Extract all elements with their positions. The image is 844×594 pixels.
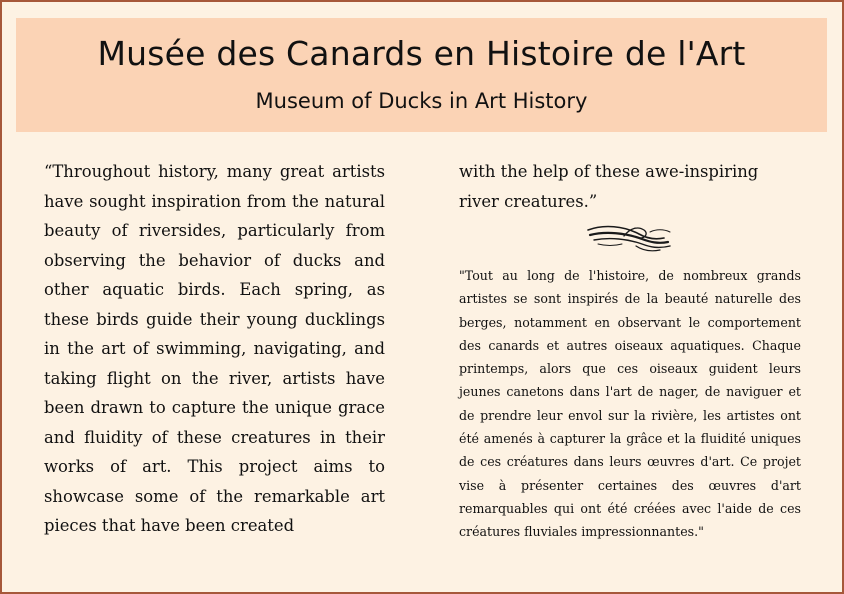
page-title: Musée des Canards en Histoire de l'Art	[97, 34, 746, 73]
english-text-column-2: with the help of these awe-inspiring river creatures.”	[459, 162, 759, 211]
header-banner	[16, 18, 827, 132]
swash-divider-icon	[584, 220, 674, 256]
french-text-block: "Tout au long de l'histoire, de nombreux grands artistes se sont inspirés de la beauté naturelle des berges, notamment en observant le comportement des canards et autres oiseaux aquatiques. Chaque printemps, alors que ces oiseaux guident leurs jeunes canetons dans l'art de nager, de naviguer et de prendre leur envol sur la rivière, les artistes ont été amenés à capturer la grâce et la fluidité uniques de ces créatures dans leurs œuvres d'art. Ce projet vise à présenter certaines des œuvres d'art remarquables qui ont été créées avec l'aide de ces créatures fluviales impressionnantes."	[459, 268, 801, 540]
page-subtitle: Museum of Ducks in Art History	[255, 89, 588, 113]
english-text-column-1: “Throughout history, many great artists have sought inspiration from the natural beauty of riversides, particularly from observing the behavior of ducks and other aquatic birds. Each spring, as these birds guide their young ducklings in the art of swimming, navigating, and taking flight on the river, artists have been drawn to capture the unique grace and fluidity of these creatures in their works of art. This project aims to showcase some of the remarkable art pieces that have been created	[44, 162, 385, 535]
